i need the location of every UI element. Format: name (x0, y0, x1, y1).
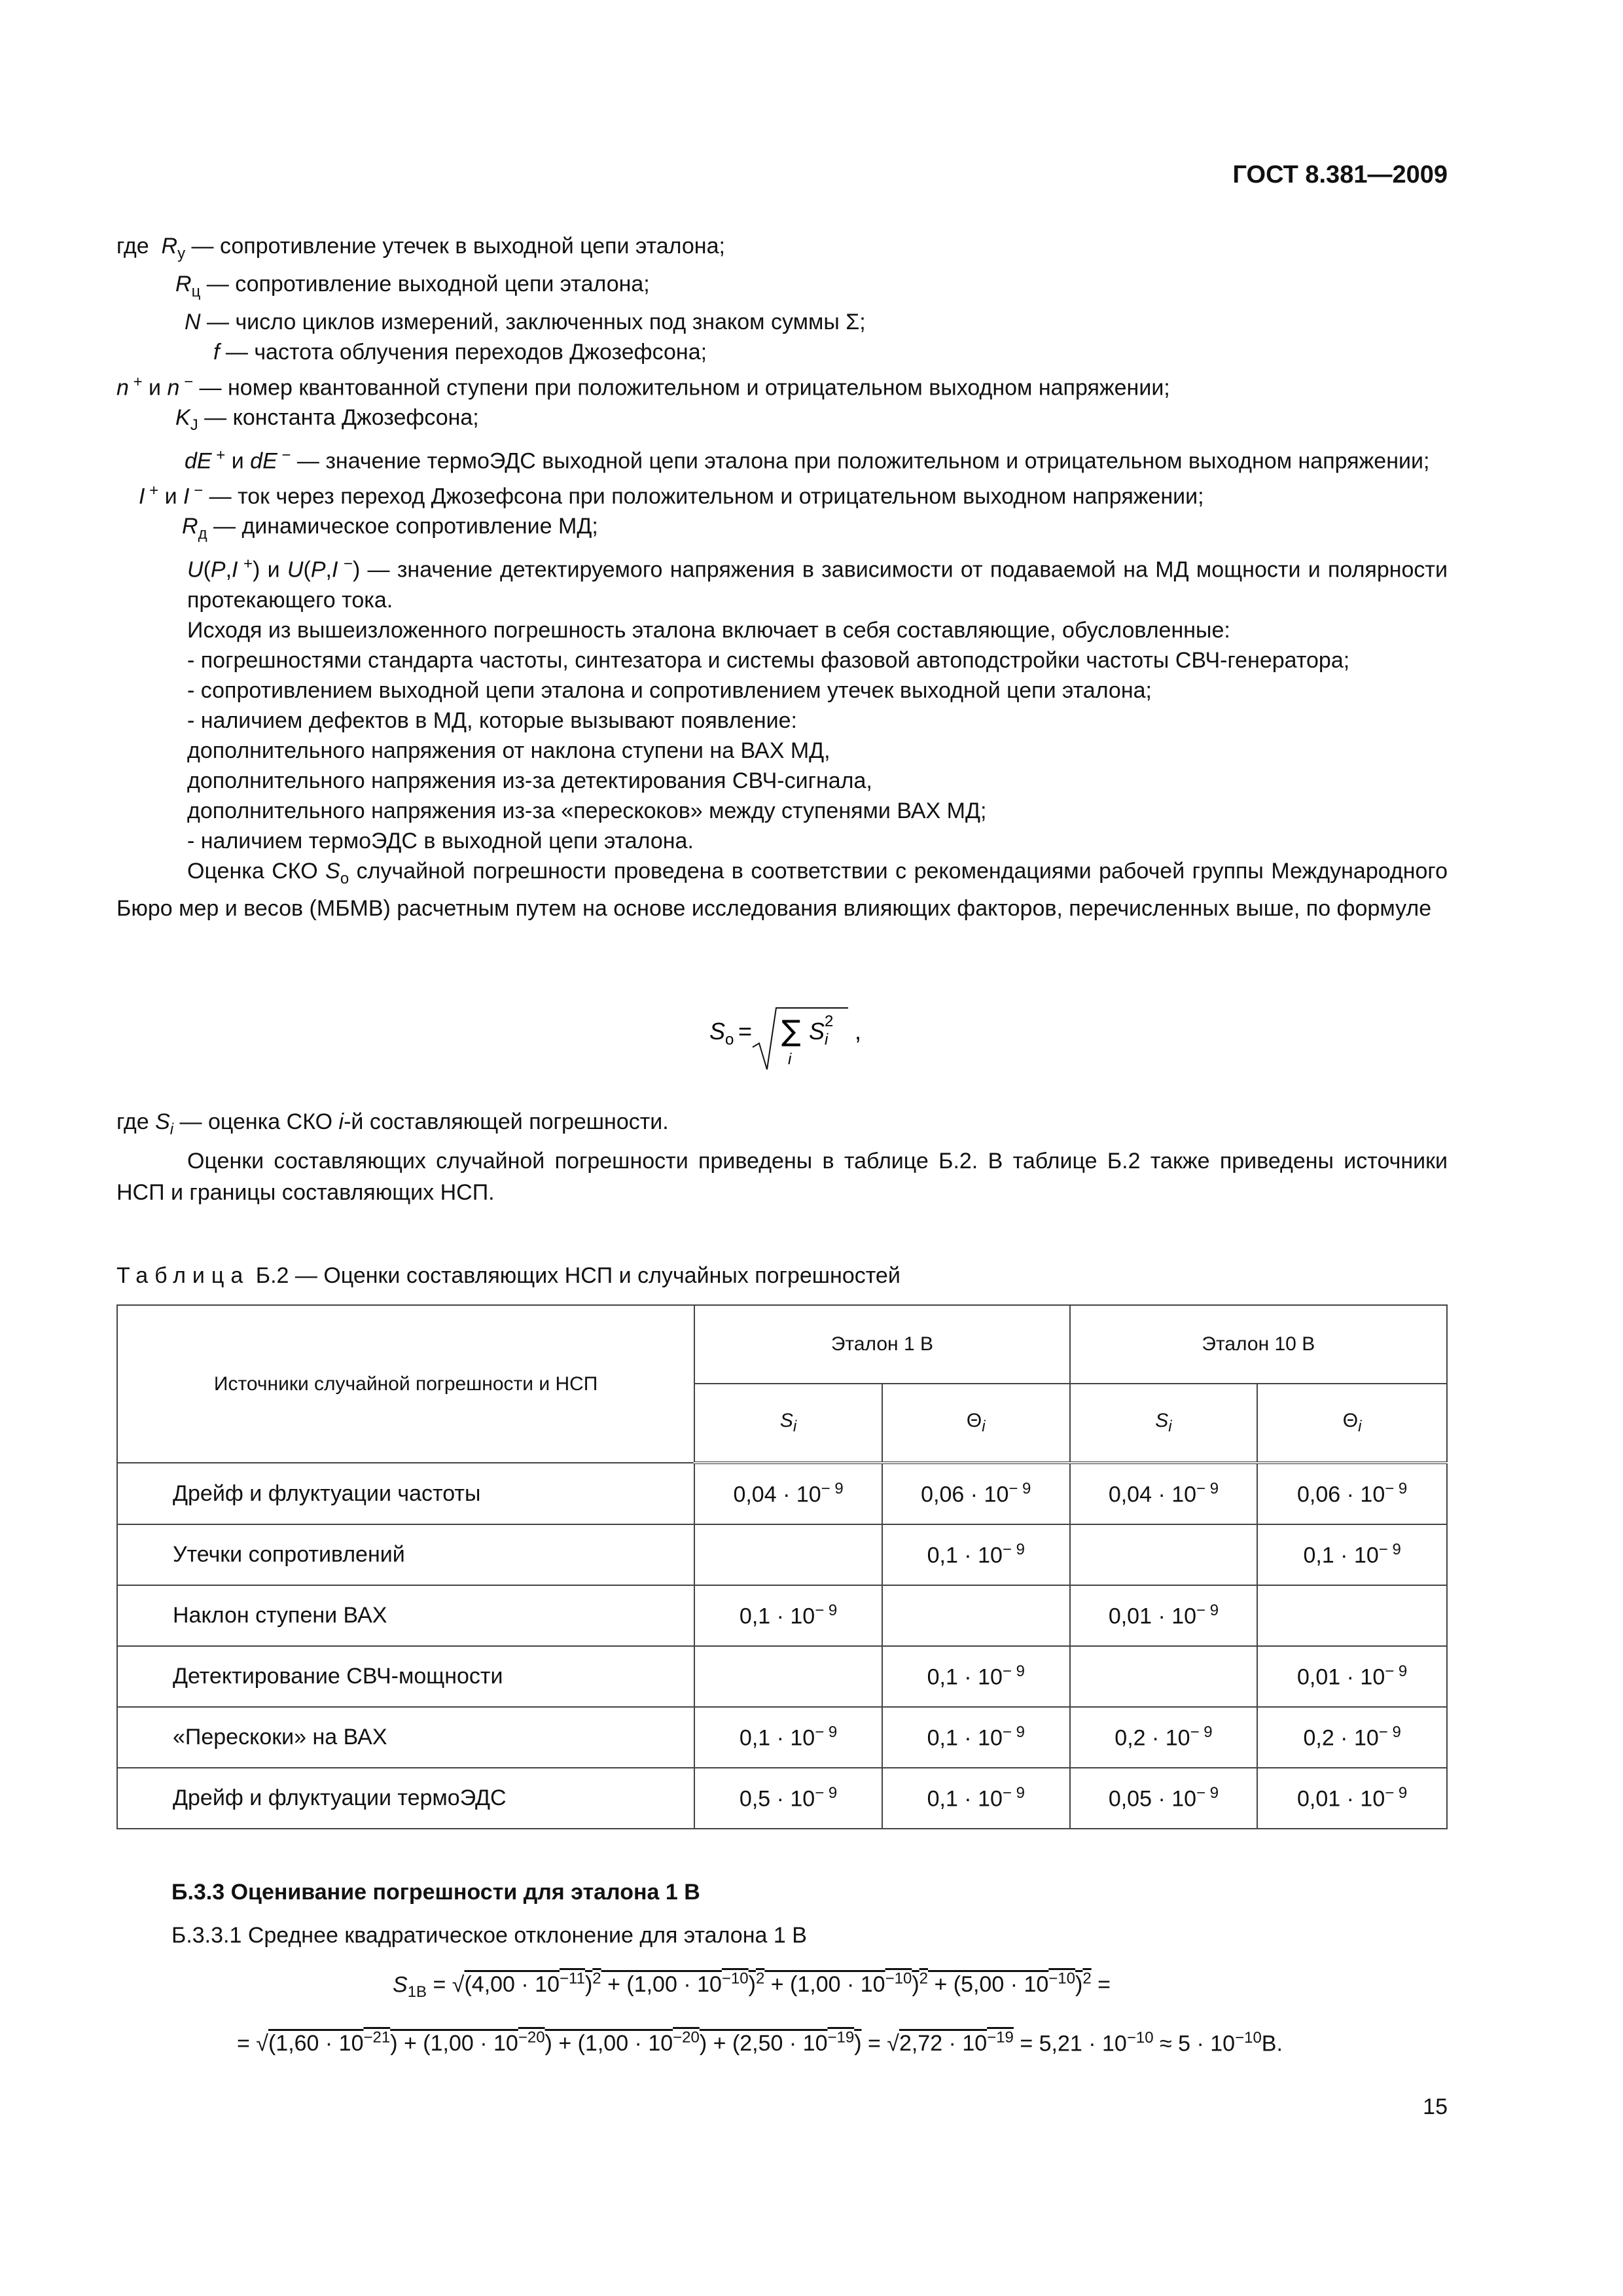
svg-text:S: S (809, 1018, 825, 1045)
def-rd: $R_д$ — динамическое сопротивление МД; (182, 514, 598, 543)
col-s-1v: $S_i$ (694, 1384, 882, 1463)
paragraph-2: - погрешностями стандарта частоты, синтезатора и системы фазовой автоподстройки частоты СВЧ-генератора; (187, 647, 1350, 673)
svg-text:=: = (738, 1018, 753, 1045)
definitions-block (116, 231, 1448, 924)
table-row (117, 1524, 1447, 1585)
row-source: Дрейф и флуктуации термоЭДС (117, 1768, 694, 1829)
cell-t2: $0,06 \cdot 10^{- 9}$ (1257, 1463, 1447, 1524)
group-10v-header: Эталон 10 В (1070, 1305, 1447, 1384)
equation-line-1: $S_{1В} = √(4,00 \cdot 10^{-11})^2 + (1,00 \cdot 10^{-10})^2 + (1,00 \cdot 10^{-10})^2 + (5,00 \cdot 10^{-10})^2$ = (393, 1970, 1111, 2001)
paragraph-8: - наличием термоЭДС в выходной цепи эталона. (187, 828, 694, 853)
paragraph-1: Исходя из вышеизложенного погрешность эталона включает в себя составляющие, обусловленные: (187, 617, 1230, 643)
table-row (117, 1646, 1447, 1707)
cell-t2 (1257, 1585, 1447, 1646)
def-de: dE + и dE − — значение термоЭДС выходной цепи эталона при положительном и отрицательном выходном напряжении; (185, 446, 1430, 474)
def-i: I + и I − — ток через переход Джозефсона при положительном и отрицательном выходном напряжении; (139, 482, 1204, 509)
cell-s2 (1070, 1646, 1258, 1707)
col-source-header: Источники случайной погрешности и НСП (117, 1305, 694, 1463)
subsection-title: Б.3.3.1 Среднее квадратическое отклонение для эталона 1 В (171, 1923, 807, 1948)
svg-text:i: i (825, 1031, 829, 1049)
col-s-10v: $S_i$ (1070, 1384, 1258, 1463)
cell-t1: $0,1 \cdot 10^{- 9}$ (882, 1524, 1070, 1585)
cell-s2: $0,2 \cdot 10^{- 9}$ (1070, 1707, 1258, 1768)
cell-s1: $0,1 \cdot 10^{- 9}$ (694, 1707, 882, 1768)
page-number: 15 (1423, 2094, 1448, 2119)
row-source: «Перескоки» на ВАХ (117, 1707, 694, 1768)
cell-s2: $0,04 \cdot 10^{- 9}$ (1070, 1463, 1258, 1524)
paragraph-3: - сопротивлением выходной цепи эталона и сопротивлением утечек выходной цепи эталона; (187, 677, 1152, 703)
table-row (117, 1463, 1447, 1524)
document-id: ГОСТ 8.381—2009 (1232, 161, 1448, 188)
cell-t1: $0,06 \cdot 10^{- 9}$ (882, 1463, 1070, 1524)
paragraph-11: Оценки составляющих случайной погрешности приведены в таблице Б.2. В таблице Б.2 также приведены источники НСП и границы составляющих НСП. (116, 1148, 1448, 1205)
cell-s1: $0,1 \cdot 10^{- 9}$ (694, 1585, 882, 1646)
cell-t1: $0,1 \cdot 10^{- 9}$ (882, 1768, 1070, 1829)
def-ry: где $R_у$ — сопротивление утечек в выходной цепи эталона; (116, 234, 725, 262)
svg-text:о: о (725, 1031, 734, 1049)
cell-s2: $0,01 \cdot 10^{- 9}$ (1070, 1585, 1258, 1646)
cell-s2 (1070, 1524, 1258, 1585)
paragraph-7: дополнительного напряжения из-за «перескоков» между ступенями ВАХ МД; (187, 798, 987, 823)
row-source: Детектирование СВЧ-мощности (117, 1646, 694, 1707)
def-f: f — частота облучения переходов Джозефсона; (213, 339, 707, 365)
equation-line-2: = $√(1,60 \cdot 10^{-21}) + (1,00 \cdot 10^{-20}) + (1,00 \cdot 10^{-20}) + (2,50 \cdot 10^{-19}) = √2,72 \cdot 10^{-19} = 5,21 \cdot 10^{-10} \approx 5 \cdot 10^{-10}В$. (237, 2029, 1283, 2056)
def-kj: $K_J$ — константа Джозефсона; (175, 404, 479, 434)
cell-t1: $0,1 \cdot 10^{- 9}$ (882, 1707, 1070, 1768)
col-theta-1v: $\Theta_i$ (882, 1384, 1070, 1463)
svg-text:i: i (788, 1050, 792, 1068)
paragraph-5: дополнительного напряжения от наклона ступени на ВАХ МД, (187, 738, 830, 763)
cell-s2: $0,05 \cdot 10^{- 9}$ (1070, 1768, 1258, 1829)
table-row (117, 1768, 1447, 1829)
row-source: Утечки сопротивлений (117, 1524, 694, 1585)
cell-t1: $0,1 \cdot 10^{- 9}$ (882, 1646, 1070, 1707)
table-row (117, 1585, 1447, 1646)
group-1v-header: Эталон 1 В (694, 1305, 1069, 1384)
table-caption: Таблица Б.2 — Оценки составляющих НСП и случайных погрешностей (116, 1263, 901, 1288)
cell-t2: $0,1 \cdot 10^{- 9}$ (1257, 1524, 1447, 1585)
svg-text:,: , (855, 1018, 862, 1045)
paragraph-6: дополнительного напряжения из-за детектирования СВЧ-сигнала, (187, 768, 872, 793)
def-u: U(P,I +) и U(P,I −) — значение детектируемого напряжения в зависимости от подаваемой на МД мощности и полярности протекающего тока. (187, 555, 1448, 613)
where-si: где $S_i$ — оценка СКО i-й составляющей погрешности. (116, 1109, 669, 1138)
row-source: Наклон ступени ВАХ (117, 1585, 694, 1646)
section-title: Б.3.3 Оценивание погрешности для эталона 1 В (171, 1880, 700, 1905)
cell-t2: $0,2 \cdot 10^{- 9}$ (1257, 1707, 1447, 1768)
def-n-step: n + и n − — номер квантованной ступени при положительном и отрицательном выходном напряжении; (116, 372, 1170, 400)
svg-text:S: S (709, 1018, 726, 1045)
after-formula-text (116, 1106, 1448, 1208)
cell-s1 (694, 1524, 882, 1585)
paragraph-9: Оценка СКО $S_о$ случайной погрешности проведена в соответствии с рекомендациями рабочей группы Международного Бюро мер и весов (МБМВ) расчетным путем на основе исследования влияющих факторов, перечисленных выше, по формуле (116, 858, 1448, 922)
cell-s1 (694, 1646, 882, 1707)
table-row (117, 1707, 1447, 1768)
cell-s1: $0,5 \cdot 10^{- 9}$ (694, 1768, 882, 1829)
paragraph-4: - наличием дефектов в МД, которые вызывают появление: (187, 708, 797, 733)
def-rc: $R_ц$ — сопротивление выходной цепи эталона; (175, 271, 650, 300)
cell-t2: $0,01 \cdot 10^{- 9}$ (1257, 1768, 1447, 1829)
error-table (116, 1304, 1448, 1829)
cell-s1: $0,04 \cdot 10^{- 9}$ (694, 1463, 882, 1524)
cell-t1 (882, 1585, 1070, 1646)
def-n: N — число циклов измерений, заключенных под знаком суммы Σ; (185, 309, 866, 334)
svg-text:2: 2 (825, 1013, 834, 1030)
cell-t2: $0,01 \cdot 10^{- 9}$ (1257, 1646, 1447, 1707)
svg-text:∑: ∑ (781, 1014, 801, 1048)
row-source: Дрейф и флуктуации частоты (117, 1463, 694, 1524)
col-theta-10v: $\Theta_i$ (1257, 1384, 1447, 1463)
formula-so (707, 1001, 877, 1079)
